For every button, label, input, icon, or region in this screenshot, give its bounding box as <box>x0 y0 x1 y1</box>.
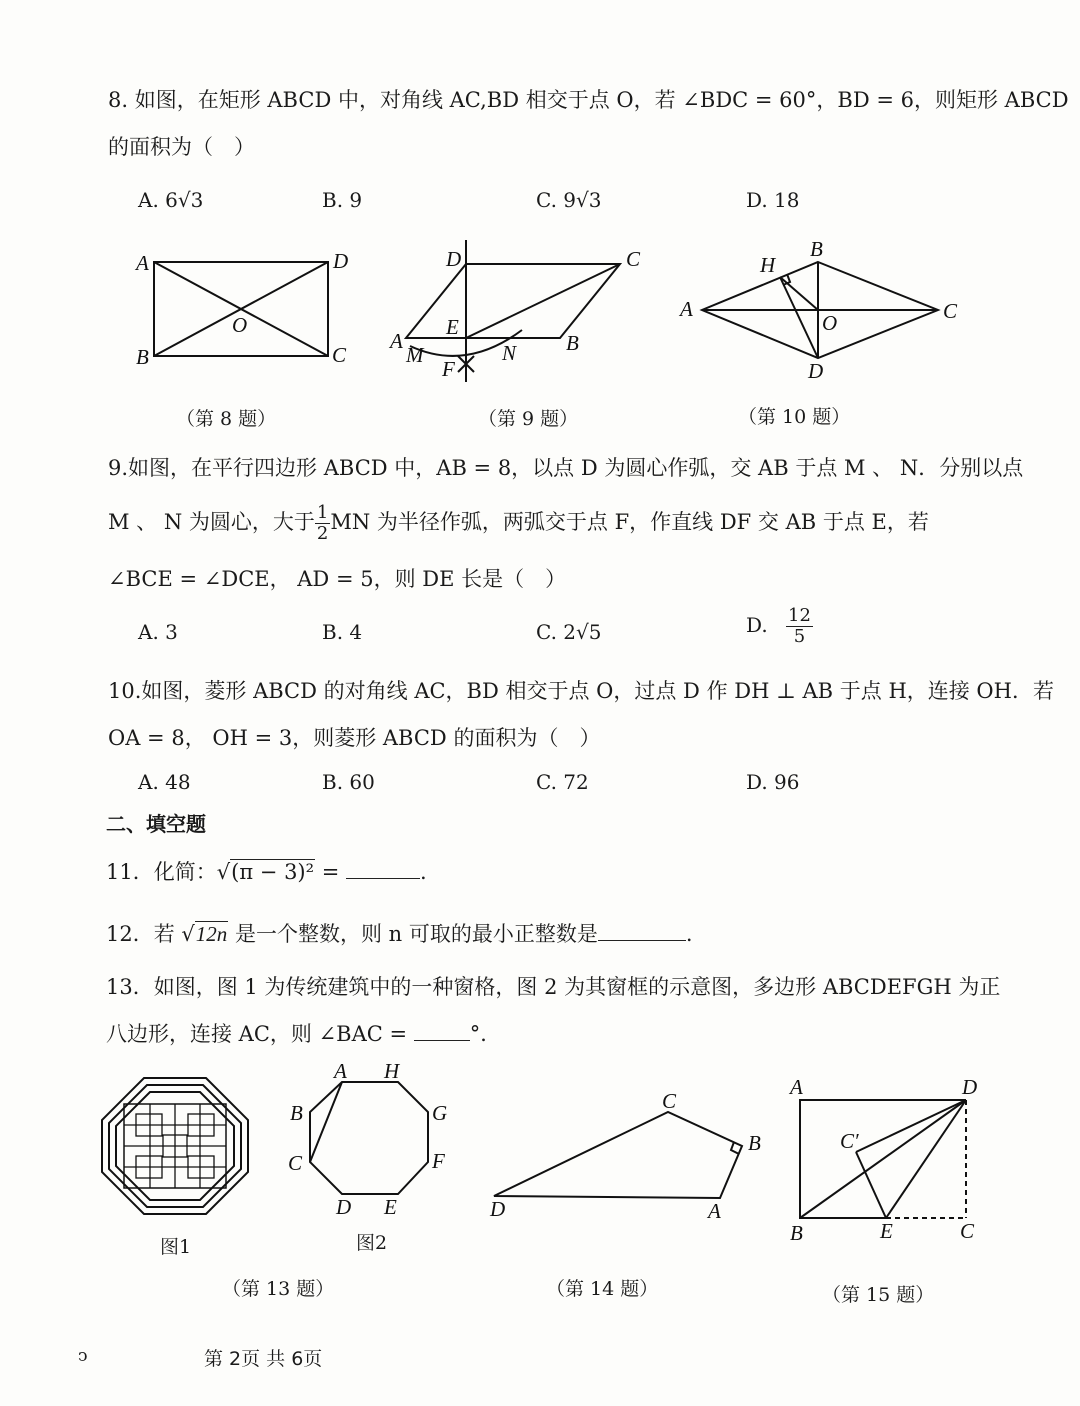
q13-line1: 13．如图，图 1 为传统建筑中的一种窗格，图 2 为其窗框的示意图，多边形 ABCDEFGH 为正 <box>106 975 1001 999</box>
fig14-label-c: C <box>662 1089 677 1113</box>
fig14-caption: （第 14 题） <box>546 1278 659 1300</box>
page-number: 第 2页 共 6页 <box>204 1348 323 1370</box>
footer-mark: ↄ <box>78 1346 88 1366</box>
fig8-label-o: O <box>232 313 248 337</box>
q9-option-b: B. 4 <box>322 620 363 644</box>
fig15-label-d: D <box>962 1075 978 1099</box>
fig13-label-1: 图1 <box>160 1236 192 1258</box>
fig15-line-de <box>886 1100 966 1218</box>
fig13-label-e: E <box>384 1195 397 1219</box>
fig9-label-a: A <box>390 329 403 353</box>
q9-option-a: A. 3 <box>138 620 178 644</box>
fig9-label-m: M <box>406 343 424 367</box>
fig13-label-f: F <box>432 1149 445 1173</box>
q9-line2-end: MN 为半径作弧，两弧交于点 F，作直线 DF 交 AB 于点 E，若 <box>330 510 929 534</box>
fig15-label-e: E <box>880 1219 893 1243</box>
q10-line2: OA = 8， OH = 3，则菱形 ABCD 的面积为（ ） <box>108 726 601 750</box>
q9-half-den: 2 <box>316 523 329 544</box>
fig13-caption: （第 13 题） <box>222 1278 335 1300</box>
q9-line1: 9.如图，在平行四边形 ABCD 中，AB = 8，以点 D 为圆心作弧，交 AB 于点 M 、 N．分别以点 <box>108 456 1024 480</box>
fig9-label-d: D <box>446 247 462 271</box>
fig10-label-b: B <box>810 237 823 261</box>
q11-suffix: = <box>315 860 346 884</box>
fig15-label-c: C <box>960 1219 975 1243</box>
section-2-title: 二、填空题 <box>106 812 206 836</box>
q9-line3: ∠BCE = ∠DCE， AD = 5，则 DE 长是（ ） <box>108 567 567 591</box>
fig15-label-a: A <box>790 1075 803 1099</box>
q9-line2-start: M 、 N 为圆心，大于 <box>108 510 315 534</box>
fig13-label-h: H <box>384 1059 400 1083</box>
q10-option-d: D. 96 <box>746 770 800 794</box>
fig8-label-a: A <box>136 251 149 275</box>
q9-option-d-label: D. <box>746 613 768 637</box>
q13-line2-end: °． <box>469 1022 502 1046</box>
q12-radicand: 12n <box>195 922 228 946</box>
q11-line: 11．化简：√(π − 3)² = . <box>106 860 427 884</box>
fig13-label-b: B <box>290 1101 303 1125</box>
q11-expression: (π − 3)² <box>231 860 315 884</box>
q8-option-b: B. 9 <box>322 188 363 212</box>
q8-line1: 8. 如图，在矩形 ABCD 中，对角线 AC,BD 相交于点 O，若 ∠BDC = 60°，BD = 6，则矩形 ABCD <box>108 88 1069 112</box>
fig13-label-c: C <box>288 1151 303 1175</box>
q10-option-a: A. 48 <box>138 770 191 794</box>
fig15-label-b: B <box>790 1221 803 1245</box>
q10-option-b: B. 60 <box>322 770 375 794</box>
q8-option-c: C. 9√3 <box>536 188 602 212</box>
q10-line1: 10.如图，菱形 ABCD 的对角线 AC，BD 相交于点 O，过点 D 作 DH ⊥ AB 于点 H，连接 OH．若 <box>108 679 1054 703</box>
q13-line2-text: 八边形，连接 AC，则 ∠BAC = <box>106 1022 414 1046</box>
q9-option-d-num: 12 <box>788 605 811 626</box>
q11-prefix: 11．化简： <box>106 860 217 884</box>
fig10-caption: （第 10 题） <box>738 406 851 428</box>
fig9-label-b: B <box>566 331 579 355</box>
fig9-label-f: F <box>442 357 455 381</box>
q12-prefix: 12．若 <box>106 922 182 946</box>
q8-option-a: A. 6√3 <box>138 188 204 212</box>
fig8-caption: （第 8 题） <box>176 408 277 430</box>
fig10-label-c: C <box>943 299 958 323</box>
fig13-label-2: 图2 <box>356 1232 388 1254</box>
fig13-label-d: D <box>336 1195 352 1219</box>
fig10-label-a: A <box>680 297 693 321</box>
fig10-label-o: O <box>822 311 838 335</box>
q9-option-d-den: 5 <box>793 626 806 647</box>
q8-line2: 的面积为（ ） <box>108 135 255 159</box>
fig15-line-bd <box>800 1100 966 1218</box>
q12-middle: 是一个整数，则 n 可取的最小正整数是 <box>228 922 598 946</box>
q9-option-c: C. 2√5 <box>536 620 602 644</box>
fig13-label-g: G <box>432 1101 448 1125</box>
q10-option-c: C. 72 <box>536 770 589 794</box>
fig15-caption: （第 15 题） <box>822 1284 935 1306</box>
fig8-label-c: C <box>332 343 347 367</box>
fig15-line-c-prime-e <box>856 1152 886 1218</box>
fig9-caption: （第 9 题） <box>478 408 579 430</box>
fig9-label-e: E <box>446 315 459 339</box>
fig9-label-c: C <box>626 247 641 271</box>
fig10-label-h: H <box>760 253 776 277</box>
fig10-label-d: D <box>808 359 824 383</box>
fig8-label-d: D <box>333 249 349 273</box>
q12-line: 12．若 √12n 是一个整数，则 n 可取的最小正整数是 . <box>106 922 693 946</box>
q8-option-d: D. 18 <box>746 188 800 212</box>
fig8-label-b: B <box>136 345 149 369</box>
fig13-label-a: A <box>334 1059 347 1083</box>
fig14-label-b: B <box>748 1131 761 1155</box>
fig14-label-d: D <box>490 1197 506 1221</box>
fig9-label-n: N <box>502 341 517 365</box>
fig14-label-a: A <box>708 1199 721 1223</box>
fig15-label-c-prime: C′ <box>840 1129 859 1153</box>
q9-half-num: 1 <box>316 502 329 523</box>
